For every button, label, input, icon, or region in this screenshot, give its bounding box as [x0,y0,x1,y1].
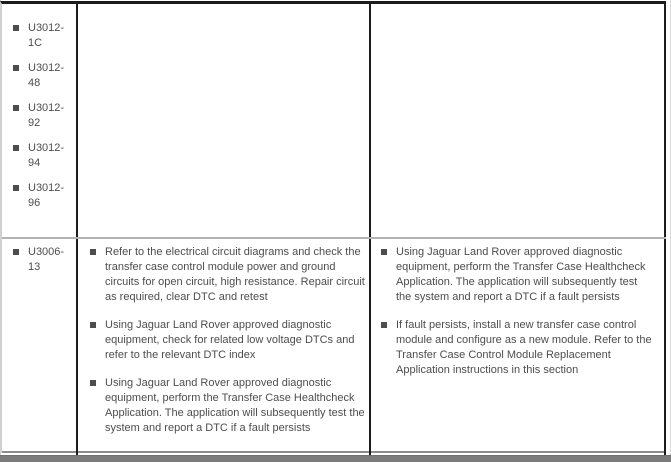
actions-cell [371,239,666,451]
instruction-item [90,245,369,305]
square-bullet-icon [13,25,19,31]
bottom-separator-bar [0,455,671,462]
dtc-code-cell [2,4,78,237]
instruction-text: Refer to the electrical circuit diagrams and check the transfer case control module power and ground circuits for open circuit, high resistance. Repair circuit as required, clear DTC and retest [105,246,365,303]
dtc-code-cell [2,239,78,451]
instruction-text: If fault persists, install a new transfer case control module and configure as a new module. Refer to the Transfer Case Control Module Replacement Application instructions in this section [396,319,652,376]
dtc-code: U3012-94 [28,142,65,169]
instruction-item [381,318,664,378]
instruction-text: Using Jaguar Land Rover approved diagnostic equipment, perform the Transfer Case Healthcheck Application. The application will subsequently test the system and report a DTC if a fault persists [396,246,646,303]
instruction-list [78,239,369,436]
square-bullet-icon [13,185,19,191]
instruction-item [381,245,664,305]
dtc-code-item [13,61,76,91]
dtc-code-item [13,21,76,51]
instruction-list [371,239,664,378]
instructions-cell [78,239,371,451]
dtc-code-item [13,181,76,211]
square-bullet-icon [381,322,387,328]
square-bullet-icon [90,380,96,386]
table-row [2,4,666,239]
dtc-code: U3012-48 [28,62,65,89]
dtc-code: U3012-92 [28,102,65,129]
dtc-code-list [2,4,76,211]
actions-cell-empty [371,4,666,237]
dtc-code-list [2,239,76,275]
instruction-item [90,318,369,363]
square-bullet-icon [13,249,19,255]
instructions-cell-empty [78,4,371,237]
dtc-code: U3006-13 [28,246,65,273]
instruction-text: Using Jaguar Land Rover approved diagnostic equipment, perform the Transfer Case Healthcheck Application. The application will subsequently test the system and report a DTC if a fault persists [105,377,365,434]
dtc-code: U3012-96 [28,182,65,209]
square-bullet-icon [13,105,19,111]
dtc-table [0,1,666,453]
square-bullet-icon [90,249,96,255]
square-bullet-icon [381,249,387,255]
dtc-code-item [13,101,76,131]
square-bullet-icon [90,322,96,328]
instruction-item [90,376,369,436]
square-bullet-icon [13,65,19,71]
dtc-code-item [13,245,76,275]
instruction-text: Using Jaguar Land Rover approved diagnostic equipment, check for related low voltage DTCs and refer to the relevant DTC index [105,319,355,361]
square-bullet-icon [13,145,19,151]
dtc-code: U3012-1C [28,22,65,49]
dtc-code-item [13,141,76,171]
table-row [2,239,666,453]
